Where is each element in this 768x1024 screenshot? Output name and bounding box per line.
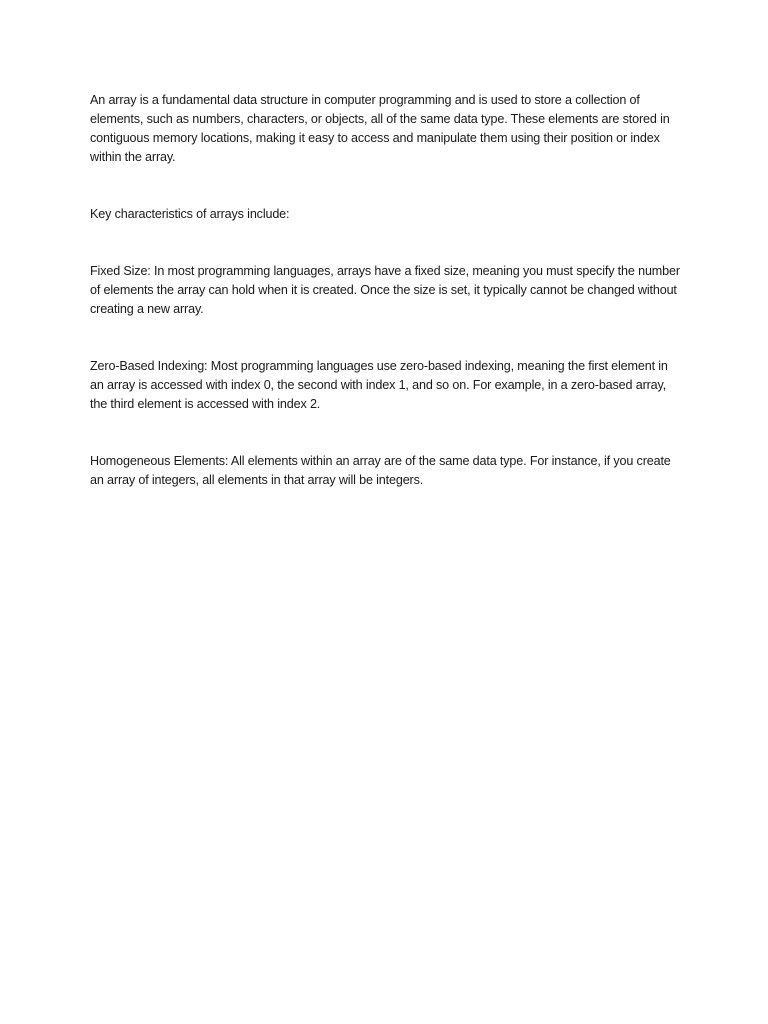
paragraph-spacer bbox=[90, 224, 680, 262]
paragraph-fixed-size: Fixed Size: In most programming languages, arrays have a fixed size, meaning you must specify the number of elements the array can hold when it is created. Once the size is set, it typically cannot be changed without creating a new array. bbox=[90, 264, 680, 316]
paragraph-key-characteristics: Key characteristics of arrays include: bbox=[90, 207, 290, 221]
paragraph-spacer bbox=[90, 414, 680, 452]
paragraph-zero-based-indexing: Zero-Based Indexing: Most programming languages use zero-based indexing, meaning the first element in an array is accessed with index 0, the second with index 1, and so on. For example, in a zero-based array, the third element is accessed with index 2. bbox=[90, 359, 668, 411]
paragraph-spacer bbox=[90, 167, 680, 205]
document-body bbox=[90, 91, 680, 490]
paragraph-spacer bbox=[90, 319, 680, 357]
paragraph-homogeneous-elements: Homogeneous Elements: All elements within an array are of the same data type. For instance, if you create an array of integers, all elements in that array will be integers. bbox=[90, 454, 671, 487]
paragraph-intro: An array is a fundamental data structure in computer programming and is used to store a collection of elements, such as numbers, characters, or objects, all of the same data type. These elements are stored in contiguous memory locations, making it easy to access and manipulate them using their position or index within the array. bbox=[90, 93, 670, 164]
